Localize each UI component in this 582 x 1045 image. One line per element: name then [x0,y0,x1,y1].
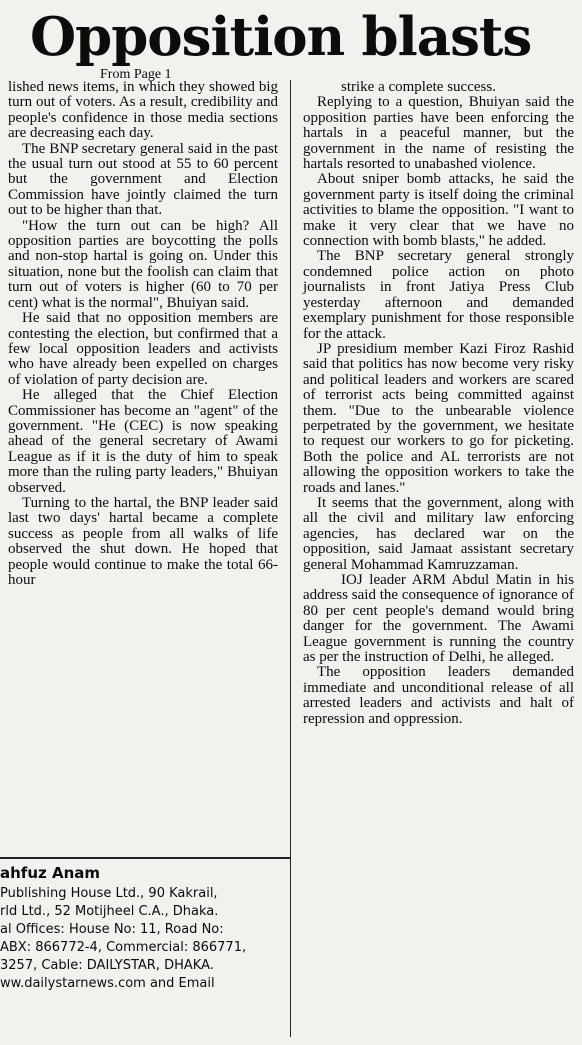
headline: Opposition blasts [30,6,532,68]
paragraph: About sniper bomb attacks, he said the government party is itself doing the criminal activities to blame the opposition. "I want to make it very clear that we have no connection with bomb blasts," he added. [303,171,574,250]
paragraph: He alleged that the Chief Election Commissioner has become an "agent" of the government. "He (CEC) is now speaking ahead of the general secretary of Awami League as if it is the duty of him to speak more than the ruling party leaders," Bhuiyan observed. [8,387,278,496]
paragraph: The opposition leaders demanded immediate and unconditional release of all arrested leaders and activists and halt of repression and oppression. [303,664,574,727]
article-column-left [8,80,278,588]
paragraph: JP presidium member Kazi Firoz Rashid said that politics has now become very risky and political leaders and workers are scared of terrorist acts being committed against them. "Due to the unbearable violence perpetrated by the government, we hesitate to request our workers to go for picketing. Both the police and AL terrorists are not allowing the opposition workers to take the roads and lanes." [303,340,574,496]
paragraph: strike a complete success. [341,79,496,95]
editor-name: ahfuz Anam [0,864,100,882]
paragraph: It seems that the government, along with all the civil and military law enforcing agencies, has declared war on the opposition, said Jamaat assistant secretary general Mohammad Kamruzzaman. [303,494,574,573]
imprint-line: ABX: 866772-4, Commercial: 866771, [0,940,247,955]
paragraph: Turning to the hartal, the BNP leader said last two days' hartal became a complete success as people from all walks of life observed the shut down. He hoped that people would continue to make the total 66-hour [8,494,278,588]
continuation-note: From Page 1 [100,67,172,82]
paragraph: Replying to a question, Bhuiyan said the opposition parties have been enforcing the hartals in a peaceful manner, but the government in the name of resisting the hartals resorted to unabashed violence. [303,94,574,173]
imprint-line: Publishing House Ltd., 90 Kakrail, [0,886,218,901]
imprint-line: ww.dailystarnews.com and Email [0,976,215,991]
imprint-box [0,863,282,993]
imprint-line: 3257, Cable: DAILYSTAR, DHAKA. [0,958,214,973]
column-divider [290,80,291,1037]
paragraph: lished news items, in which they showed big turn out of voters. As a result, credibility and people's confidence in those media sections are decreasing each day. [8,79,278,142]
imprint-line: al Offices: House No: 11, Road No: [0,922,224,937]
paragraph: He said that no opposition members are contesting the election, but confirmed that a few local opposition leaders and activists who have already been expelled on charges of violation of party decision are. [8,310,278,388]
imprint-line: rld Ltd., 52 Motijheel C.A., Dhaka. [0,904,219,919]
imprint-divider [0,857,290,859]
paragraph: The BNP secretary general said in the past the usual turn out stood at 55 to 60 percent but the government and Election Commission have jointly claimed the turn out to be higher than that. [8,140,278,219]
paragraph: The BNP secretary general strongly condemned police action on photo journalists in front Jatiya Press Club yesterday afternoon and demanded exemplary punishment for those responsible for the attack. [303,248,574,342]
article-column-right [303,80,574,727]
paragraph: "How the turn out can be high? All opposition parties are boycotting the polls and non-stop hartal is going on. Under this situation, none but the foolish can claim that turn out of voters is higher (60 to 70 per cent) what is the normal", Bhuiyan said. [8,217,278,311]
paragraph: IOJ leader ARM Abdul Matin in his address said the consequence of ignorance of 80 per cent people's demand would bring danger for the government. The Awami League government is running the country as per the instruction of Delhi, he alleged. [303,572,574,666]
